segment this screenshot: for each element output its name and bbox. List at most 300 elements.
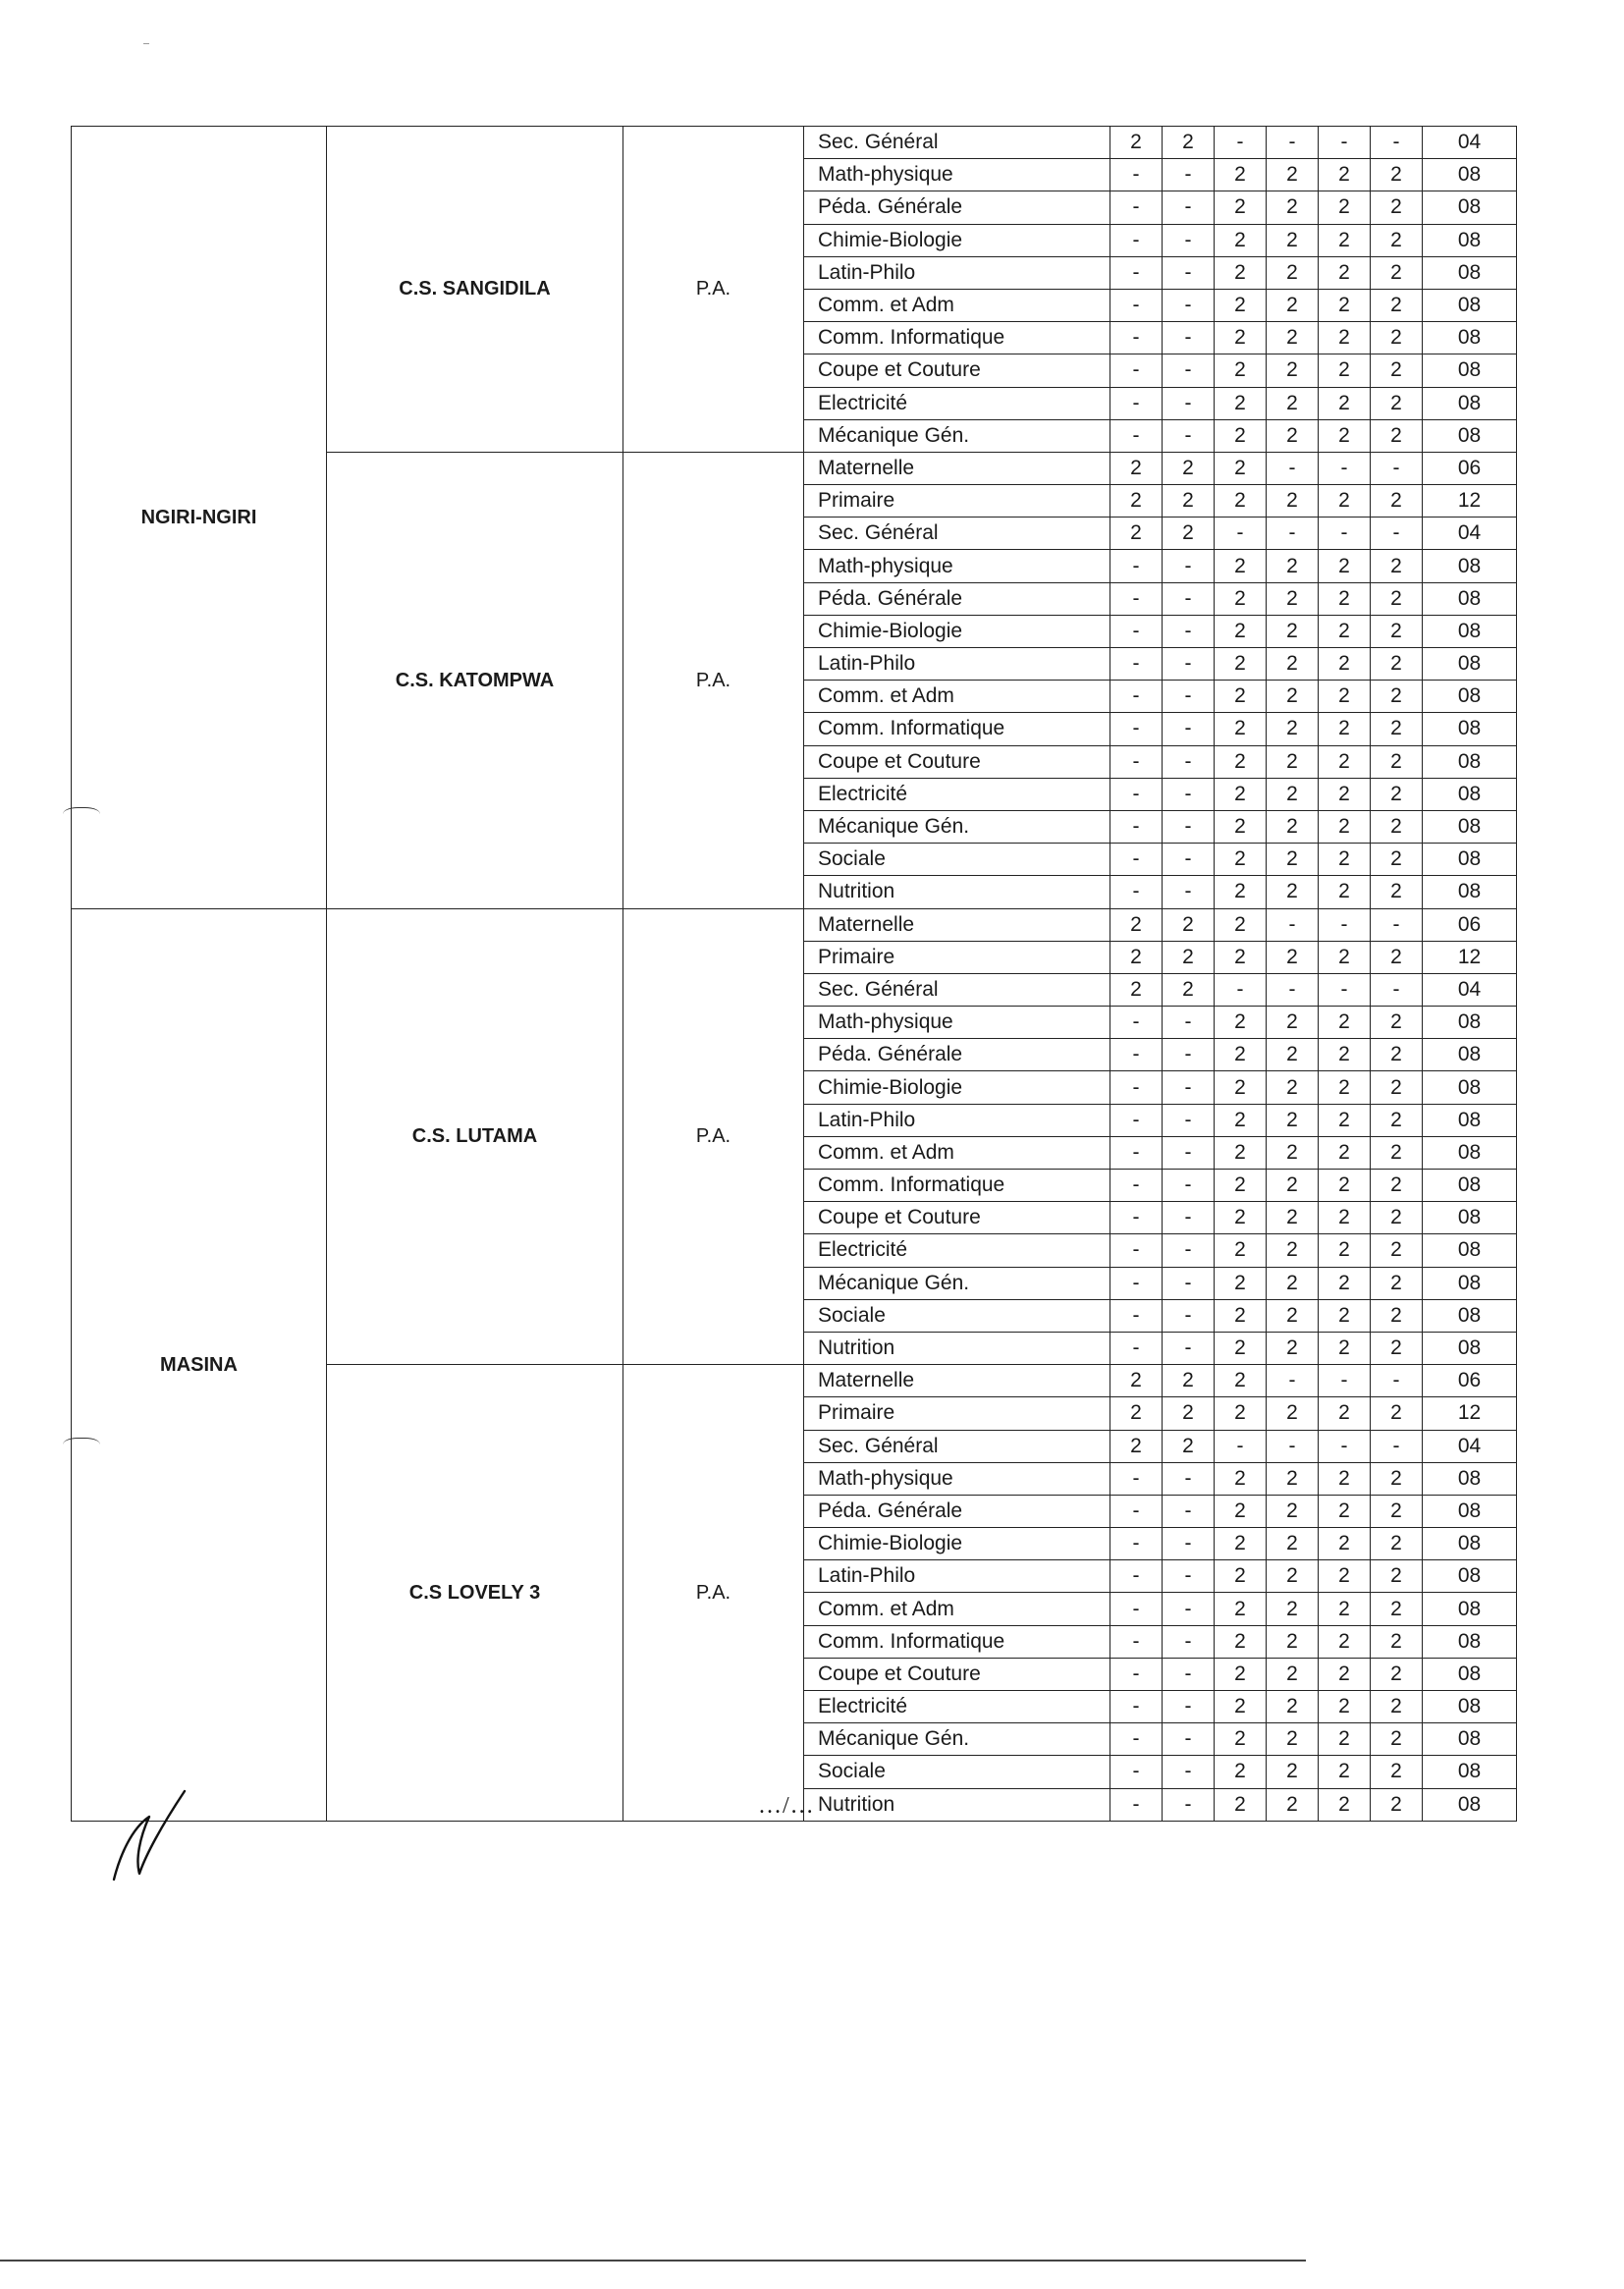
class-count-cell: - bbox=[1319, 908, 1371, 941]
class-count-cell: 2 bbox=[1267, 550, 1319, 582]
class-count-cell: - bbox=[1110, 1462, 1163, 1495]
class-count-cell: 2 bbox=[1110, 973, 1163, 1006]
option-cell: Sociale bbox=[804, 1756, 1110, 1788]
class-count-cell: 2 bbox=[1319, 1039, 1371, 1071]
class-count-cell: 2 bbox=[1163, 1430, 1215, 1462]
class-count-cell: 2 bbox=[1371, 615, 1423, 647]
class-count-cell: 2 bbox=[1267, 778, 1319, 810]
class-count-cell: - bbox=[1267, 1430, 1319, 1462]
class-count-cell: 2 bbox=[1215, 1723, 1267, 1756]
class-count-cell: 2 bbox=[1215, 289, 1267, 321]
class-count-cell: 2 bbox=[1371, 1462, 1423, 1495]
class-count-cell: 2 bbox=[1319, 745, 1371, 778]
option-cell: Comm. et Adm bbox=[804, 1593, 1110, 1625]
class-count-cell: 2 bbox=[1371, 1007, 1423, 1039]
class-count-cell: 2 bbox=[1319, 289, 1371, 321]
class-count-cell: - bbox=[1319, 518, 1371, 550]
class-count-cell: - bbox=[1371, 127, 1423, 159]
option-cell: Nutrition bbox=[804, 1788, 1110, 1821]
option-cell: Mécanique Gén. bbox=[804, 419, 1110, 452]
class-count-cell: 2 bbox=[1215, 1202, 1267, 1234]
class-count-cell: 2 bbox=[1319, 1788, 1371, 1821]
total-cell: 08 bbox=[1423, 1528, 1517, 1560]
class-count-cell: 2 bbox=[1215, 419, 1267, 452]
option-cell: Sec. Général bbox=[804, 1430, 1110, 1462]
class-count-cell: - bbox=[1163, 713, 1215, 745]
class-count-cell: - bbox=[1110, 1528, 1163, 1560]
class-count-cell: - bbox=[1110, 713, 1163, 745]
class-count-cell: - bbox=[1163, 419, 1215, 452]
class-count-cell: - bbox=[1110, 1756, 1163, 1788]
class-count-cell: 2 bbox=[1110, 1365, 1163, 1397]
class-count-cell: - bbox=[1163, 1658, 1215, 1690]
option-cell: Sec. Général bbox=[804, 973, 1110, 1006]
class-count-cell: 2 bbox=[1267, 713, 1319, 745]
margin-tick-mark bbox=[63, 807, 100, 824]
total-cell: 08 bbox=[1423, 1625, 1517, 1658]
total-cell: 08 bbox=[1423, 1788, 1517, 1821]
class-count-cell: 2 bbox=[1110, 518, 1163, 550]
class-count-cell: - bbox=[1371, 973, 1423, 1006]
total-cell: 08 bbox=[1423, 778, 1517, 810]
class-count-cell: - bbox=[1163, 387, 1215, 419]
class-count-cell: 2 bbox=[1110, 127, 1163, 159]
total-cell: 08 bbox=[1423, 256, 1517, 289]
total-cell: 06 bbox=[1423, 908, 1517, 941]
total-cell: 08 bbox=[1423, 1723, 1517, 1756]
class-count-cell: 2 bbox=[1371, 1658, 1423, 1690]
class-count-cell: - bbox=[1267, 518, 1319, 550]
total-cell: 08 bbox=[1423, 1039, 1517, 1071]
option-cell: Péda. Générale bbox=[804, 1039, 1110, 1071]
class-count-cell: 2 bbox=[1163, 1397, 1215, 1430]
class-count-cell: 2 bbox=[1267, 191, 1319, 224]
class-count-cell: 2 bbox=[1371, 1691, 1423, 1723]
option-cell: Maternelle bbox=[804, 452, 1110, 484]
class-count-cell: - bbox=[1163, 256, 1215, 289]
class-count-cell: 2 bbox=[1371, 387, 1423, 419]
class-count-cell: 2 bbox=[1267, 615, 1319, 647]
total-cell: 08 bbox=[1423, 322, 1517, 354]
class-count-cell: - bbox=[1163, 778, 1215, 810]
class-count-cell: 2 bbox=[1371, 1039, 1423, 1071]
class-count-cell: 2 bbox=[1371, 485, 1423, 518]
class-count-cell: 2 bbox=[1215, 1593, 1267, 1625]
option-cell: Sec. Général bbox=[804, 518, 1110, 550]
class-count-cell: 2 bbox=[1215, 354, 1267, 387]
class-count-cell: 2 bbox=[1163, 485, 1215, 518]
option-cell: Primaire bbox=[804, 1397, 1110, 1430]
class-count-cell: - bbox=[1110, 1039, 1163, 1071]
class-count-cell: - bbox=[1163, 745, 1215, 778]
class-count-cell: 2 bbox=[1267, 582, 1319, 615]
total-cell: 08 bbox=[1423, 615, 1517, 647]
total-cell: 04 bbox=[1423, 127, 1517, 159]
class-count-cell: 2 bbox=[1215, 1007, 1267, 1039]
class-count-cell: 2 bbox=[1371, 159, 1423, 191]
class-count-cell: 2 bbox=[1267, 1658, 1319, 1690]
option-cell: Primaire bbox=[804, 485, 1110, 518]
class-count-cell: 2 bbox=[1371, 778, 1423, 810]
class-count-cell: - bbox=[1371, 908, 1423, 941]
class-count-cell: 2 bbox=[1371, 224, 1423, 256]
class-count-cell: 2 bbox=[1215, 387, 1267, 419]
class-count-cell: 2 bbox=[1267, 1267, 1319, 1299]
option-cell: Electricité bbox=[804, 778, 1110, 810]
total-cell: 08 bbox=[1423, 1071, 1517, 1104]
class-count-cell: - bbox=[1163, 1756, 1215, 1788]
class-count-cell: 2 bbox=[1319, 1397, 1371, 1430]
class-count-cell: 2 bbox=[1319, 1104, 1371, 1136]
class-count-cell: 2 bbox=[1371, 876, 1423, 908]
class-count-cell: 2 bbox=[1319, 1071, 1371, 1104]
class-count-cell: - bbox=[1163, 1691, 1215, 1723]
total-cell: 08 bbox=[1423, 1267, 1517, 1299]
total-cell: 08 bbox=[1423, 1299, 1517, 1332]
option-cell: Coupe et Couture bbox=[804, 1658, 1110, 1690]
class-count-cell: - bbox=[1163, 1136, 1215, 1169]
class-count-cell: 2 bbox=[1267, 224, 1319, 256]
commune-cell: MASINA bbox=[72, 908, 327, 1821]
class-count-cell: 2 bbox=[1371, 810, 1423, 843]
option-cell: Péda. Générale bbox=[804, 1495, 1110, 1527]
class-count-cell: 2 bbox=[1267, 1625, 1319, 1658]
total-cell: 04 bbox=[1423, 973, 1517, 1006]
class-count-cell: 2 bbox=[1215, 582, 1267, 615]
class-count-cell: 2 bbox=[1215, 485, 1267, 518]
class-count-cell: 2 bbox=[1371, 648, 1423, 681]
class-count-cell: 2 bbox=[1215, 745, 1267, 778]
class-count-cell: 2 bbox=[1371, 1397, 1423, 1430]
class-count-cell: 2 bbox=[1371, 1267, 1423, 1299]
class-count-cell: - bbox=[1215, 973, 1267, 1006]
class-count-cell: 2 bbox=[1371, 1756, 1423, 1788]
total-cell: 08 bbox=[1423, 745, 1517, 778]
class-count-cell: 2 bbox=[1371, 1560, 1423, 1593]
class-count-cell: 2 bbox=[1319, 582, 1371, 615]
class-count-cell: - bbox=[1163, 810, 1215, 843]
total-cell: 08 bbox=[1423, 1495, 1517, 1527]
class-count-cell: 2 bbox=[1319, 1299, 1371, 1332]
class-count-cell: - bbox=[1163, 322, 1215, 354]
school-name-cell: C.S LOVELY 3 bbox=[327, 1365, 623, 1822]
class-count-cell: 2 bbox=[1267, 485, 1319, 518]
class-count-cell: 2 bbox=[1215, 1104, 1267, 1136]
class-count-cell: 2 bbox=[1371, 1723, 1423, 1756]
class-count-cell: - bbox=[1319, 973, 1371, 1006]
total-cell: 08 bbox=[1423, 387, 1517, 419]
class-count-cell: 2 bbox=[1319, 1462, 1371, 1495]
class-count-cell: - bbox=[1215, 1430, 1267, 1462]
option-cell: Chimie-Biologie bbox=[804, 1071, 1110, 1104]
table-row bbox=[72, 908, 1517, 941]
class-count-cell: 2 bbox=[1371, 1495, 1423, 1527]
table-row bbox=[72, 127, 1517, 159]
class-count-cell: 2 bbox=[1267, 1691, 1319, 1723]
class-count-cell: 2 bbox=[1319, 1528, 1371, 1560]
class-count-cell: 2 bbox=[1319, 256, 1371, 289]
total-cell: 08 bbox=[1423, 419, 1517, 452]
class-count-cell: - bbox=[1267, 973, 1319, 1006]
class-count-cell: - bbox=[1110, 810, 1163, 843]
class-count-cell: - bbox=[1110, 615, 1163, 647]
option-cell: Péda. Générale bbox=[804, 582, 1110, 615]
option-cell: Math-physique bbox=[804, 1007, 1110, 1039]
total-cell: 08 bbox=[1423, 224, 1517, 256]
class-count-cell: 2 bbox=[1371, 1528, 1423, 1560]
class-count-cell: 2 bbox=[1319, 876, 1371, 908]
scan-speck bbox=[143, 43, 149, 44]
class-count-cell: 2 bbox=[1215, 1170, 1267, 1202]
option-cell: Coupe et Couture bbox=[804, 1202, 1110, 1234]
class-count-cell: 2 bbox=[1267, 289, 1319, 321]
option-cell: Mécanique Gén. bbox=[804, 1267, 1110, 1299]
class-count-cell: - bbox=[1163, 1071, 1215, 1104]
class-count-cell: 2 bbox=[1371, 941, 1423, 973]
class-count-cell: - bbox=[1163, 1723, 1215, 1756]
class-count-cell: 2 bbox=[1371, 289, 1423, 321]
option-cell: Electricité bbox=[804, 1691, 1110, 1723]
option-cell: Comm. et Adm bbox=[804, 681, 1110, 713]
option-cell: Latin-Philo bbox=[804, 1104, 1110, 1136]
option-cell: Comm. et Adm bbox=[804, 289, 1110, 321]
class-count-cell: - bbox=[1163, 1625, 1215, 1658]
class-count-cell: 2 bbox=[1319, 941, 1371, 973]
class-count-cell: 2 bbox=[1267, 648, 1319, 681]
class-count-cell: - bbox=[1163, 224, 1215, 256]
option-cell: Nutrition bbox=[804, 876, 1110, 908]
class-count-cell: 2 bbox=[1215, 1495, 1267, 1527]
option-cell: Comm. Informatique bbox=[804, 1170, 1110, 1202]
class-count-cell: 2 bbox=[1267, 844, 1319, 876]
total-cell: 08 bbox=[1423, 1462, 1517, 1495]
total-cell: 08 bbox=[1423, 1756, 1517, 1788]
class-count-cell: 2 bbox=[1267, 387, 1319, 419]
total-cell: 08 bbox=[1423, 354, 1517, 387]
class-count-cell: - bbox=[1110, 1299, 1163, 1332]
class-count-cell: - bbox=[1163, 1299, 1215, 1332]
total-cell: 08 bbox=[1423, 1202, 1517, 1234]
class-count-cell: 2 bbox=[1319, 159, 1371, 191]
class-count-cell: 2 bbox=[1215, 1136, 1267, 1169]
class-count-cell: - bbox=[1110, 387, 1163, 419]
bottom-rule bbox=[0, 2260, 1306, 2262]
class-count-cell: 2 bbox=[1267, 810, 1319, 843]
class-count-cell: - bbox=[1267, 1365, 1319, 1397]
class-count-cell: - bbox=[1110, 778, 1163, 810]
class-count-cell: - bbox=[1110, 1267, 1163, 1299]
class-count-cell: 2 bbox=[1319, 810, 1371, 843]
class-count-cell: - bbox=[1110, 1788, 1163, 1821]
option-cell: Latin-Philo bbox=[804, 1560, 1110, 1593]
class-count-cell: 2 bbox=[1267, 745, 1319, 778]
signature bbox=[110, 1787, 189, 1885]
class-count-cell: 2 bbox=[1371, 1136, 1423, 1169]
class-count-cell: - bbox=[1110, 224, 1163, 256]
class-count-cell: 2 bbox=[1319, 550, 1371, 582]
class-count-cell: 2 bbox=[1319, 419, 1371, 452]
class-count-cell: - bbox=[1110, 191, 1163, 224]
class-count-cell: 2 bbox=[1215, 713, 1267, 745]
class-count-cell: - bbox=[1110, 419, 1163, 452]
school-name-cell: C.S. SANGIDILA bbox=[327, 127, 623, 453]
school-status-cell: P.A. bbox=[623, 127, 804, 453]
class-count-cell: 2 bbox=[1163, 941, 1215, 973]
class-count-cell: 2 bbox=[1267, 354, 1319, 387]
commune-cell: NGIRI-NGIRI bbox=[72, 127, 327, 909]
total-cell: 08 bbox=[1423, 1234, 1517, 1267]
class-count-cell: 2 bbox=[1215, 1332, 1267, 1364]
class-count-cell: 2 bbox=[1267, 1788, 1319, 1821]
class-count-cell: 2 bbox=[1319, 387, 1371, 419]
option-cell: Coupe et Couture bbox=[804, 354, 1110, 387]
class-count-cell: - bbox=[1319, 1430, 1371, 1462]
margin-tick-mark bbox=[63, 1438, 100, 1454]
class-count-cell: 2 bbox=[1215, 908, 1267, 941]
class-count-cell: - bbox=[1163, 681, 1215, 713]
class-count-cell: - bbox=[1371, 1430, 1423, 1462]
class-count-cell: 2 bbox=[1215, 224, 1267, 256]
class-count-cell: 2 bbox=[1267, 1723, 1319, 1756]
class-count-cell: 2 bbox=[1215, 322, 1267, 354]
class-count-cell: - bbox=[1215, 127, 1267, 159]
class-count-cell: 2 bbox=[1267, 1756, 1319, 1788]
option-cell: Math-physique bbox=[804, 550, 1110, 582]
class-count-cell: - bbox=[1267, 908, 1319, 941]
class-count-cell: 2 bbox=[1371, 713, 1423, 745]
option-cell: Latin-Philo bbox=[804, 648, 1110, 681]
class-count-cell: - bbox=[1163, 1170, 1215, 1202]
class-count-cell: 2 bbox=[1371, 550, 1423, 582]
class-count-cell: - bbox=[1110, 550, 1163, 582]
class-count-cell: - bbox=[1371, 518, 1423, 550]
class-count-cell: 2 bbox=[1319, 1495, 1371, 1527]
class-count-cell: 2 bbox=[1215, 1462, 1267, 1495]
class-count-cell: 2 bbox=[1319, 615, 1371, 647]
class-count-cell: 2 bbox=[1371, 1234, 1423, 1267]
class-count-cell: 2 bbox=[1267, 1462, 1319, 1495]
class-count-cell: - bbox=[1110, 1104, 1163, 1136]
class-count-cell: - bbox=[1110, 1593, 1163, 1625]
class-count-cell: 2 bbox=[1319, 1332, 1371, 1364]
option-cell: Math-physique bbox=[804, 159, 1110, 191]
class-count-cell: 2 bbox=[1319, 1593, 1371, 1625]
class-count-cell: - bbox=[1163, 1267, 1215, 1299]
class-count-cell: 2 bbox=[1110, 941, 1163, 973]
class-count-cell: 2 bbox=[1371, 1625, 1423, 1658]
class-count-cell: 2 bbox=[1163, 973, 1215, 1006]
class-count-cell: 2 bbox=[1267, 1593, 1319, 1625]
class-count-cell: 2 bbox=[1215, 191, 1267, 224]
class-count-cell: - bbox=[1110, 1625, 1163, 1658]
class-count-cell: - bbox=[1319, 452, 1371, 484]
class-count-cell: - bbox=[1163, 354, 1215, 387]
class-count-cell: 2 bbox=[1319, 1234, 1371, 1267]
class-count-cell: 2 bbox=[1371, 191, 1423, 224]
class-count-cell: 2 bbox=[1319, 681, 1371, 713]
class-count-cell: 2 bbox=[1163, 452, 1215, 484]
class-count-cell: 2 bbox=[1267, 1202, 1319, 1234]
class-count-cell: 2 bbox=[1319, 1625, 1371, 1658]
class-count-cell: 2 bbox=[1319, 354, 1371, 387]
class-count-cell: 2 bbox=[1371, 1593, 1423, 1625]
class-count-cell: - bbox=[1163, 1234, 1215, 1267]
school-status-cell: P.A. bbox=[623, 452, 804, 908]
option-cell: Nutrition bbox=[804, 1332, 1110, 1364]
class-count-cell: - bbox=[1110, 1332, 1163, 1364]
class-count-cell: - bbox=[1110, 1658, 1163, 1690]
class-count-cell: 2 bbox=[1163, 518, 1215, 550]
class-count-cell: 2 bbox=[1371, 1202, 1423, 1234]
class-count-cell: - bbox=[1163, 1104, 1215, 1136]
class-count-cell: 2 bbox=[1215, 550, 1267, 582]
class-count-cell: - bbox=[1110, 1691, 1163, 1723]
class-count-cell: - bbox=[1110, 322, 1163, 354]
class-count-cell: 2 bbox=[1267, 1560, 1319, 1593]
total-cell: 08 bbox=[1423, 159, 1517, 191]
total-cell: 08 bbox=[1423, 289, 1517, 321]
class-count-cell: 2 bbox=[1319, 713, 1371, 745]
class-count-cell: - bbox=[1110, 1071, 1163, 1104]
class-count-cell: 2 bbox=[1163, 908, 1215, 941]
class-count-cell: 2 bbox=[1267, 681, 1319, 713]
option-cell: Math-physique bbox=[804, 1462, 1110, 1495]
class-count-cell: 2 bbox=[1110, 1430, 1163, 1462]
table-body bbox=[72, 127, 1517, 1822]
option-cell: Chimie-Biologie bbox=[804, 224, 1110, 256]
class-count-cell: 2 bbox=[1319, 844, 1371, 876]
total-cell: 08 bbox=[1423, 191, 1517, 224]
total-cell: 08 bbox=[1423, 681, 1517, 713]
class-count-cell: 2 bbox=[1319, 1658, 1371, 1690]
option-cell: Comm. Informatique bbox=[804, 713, 1110, 745]
class-count-cell: 2 bbox=[1267, 1299, 1319, 1332]
continuation-mark: …/… bbox=[758, 1793, 815, 1819]
class-count-cell: - bbox=[1110, 1723, 1163, 1756]
class-count-cell: 2 bbox=[1267, 1397, 1319, 1430]
school-name-cell: C.S. LUTAMA bbox=[327, 908, 623, 1365]
class-count-cell: - bbox=[1215, 518, 1267, 550]
total-cell: 08 bbox=[1423, 1104, 1517, 1136]
class-count-cell: - bbox=[1163, 615, 1215, 647]
class-count-cell: 2 bbox=[1215, 876, 1267, 908]
class-count-cell: 2 bbox=[1215, 452, 1267, 484]
class-count-cell: 2 bbox=[1215, 1788, 1267, 1821]
class-count-cell: 2 bbox=[1215, 159, 1267, 191]
class-count-cell: 2 bbox=[1319, 191, 1371, 224]
option-cell: Mécanique Gén. bbox=[804, 1723, 1110, 1756]
option-cell: Maternelle bbox=[804, 1365, 1110, 1397]
class-count-cell: 2 bbox=[1267, 941, 1319, 973]
class-count-cell: 2 bbox=[1215, 1756, 1267, 1788]
class-count-cell: 2 bbox=[1163, 127, 1215, 159]
class-count-cell: - bbox=[1267, 452, 1319, 484]
class-count-cell: 2 bbox=[1371, 419, 1423, 452]
class-count-cell: 2 bbox=[1267, 1332, 1319, 1364]
class-count-cell: 2 bbox=[1267, 876, 1319, 908]
total-cell: 08 bbox=[1423, 1007, 1517, 1039]
class-count-cell: - bbox=[1163, 191, 1215, 224]
class-count-cell: 2 bbox=[1215, 1299, 1267, 1332]
total-cell: 08 bbox=[1423, 1658, 1517, 1690]
class-count-cell: - bbox=[1110, 648, 1163, 681]
class-count-cell: 2 bbox=[1215, 648, 1267, 681]
class-count-cell: - bbox=[1110, 1202, 1163, 1234]
class-count-cell: - bbox=[1110, 1170, 1163, 1202]
option-cell: Electricité bbox=[804, 1234, 1110, 1267]
class-count-cell: 2 bbox=[1163, 1365, 1215, 1397]
class-count-cell: 2 bbox=[1371, 745, 1423, 778]
